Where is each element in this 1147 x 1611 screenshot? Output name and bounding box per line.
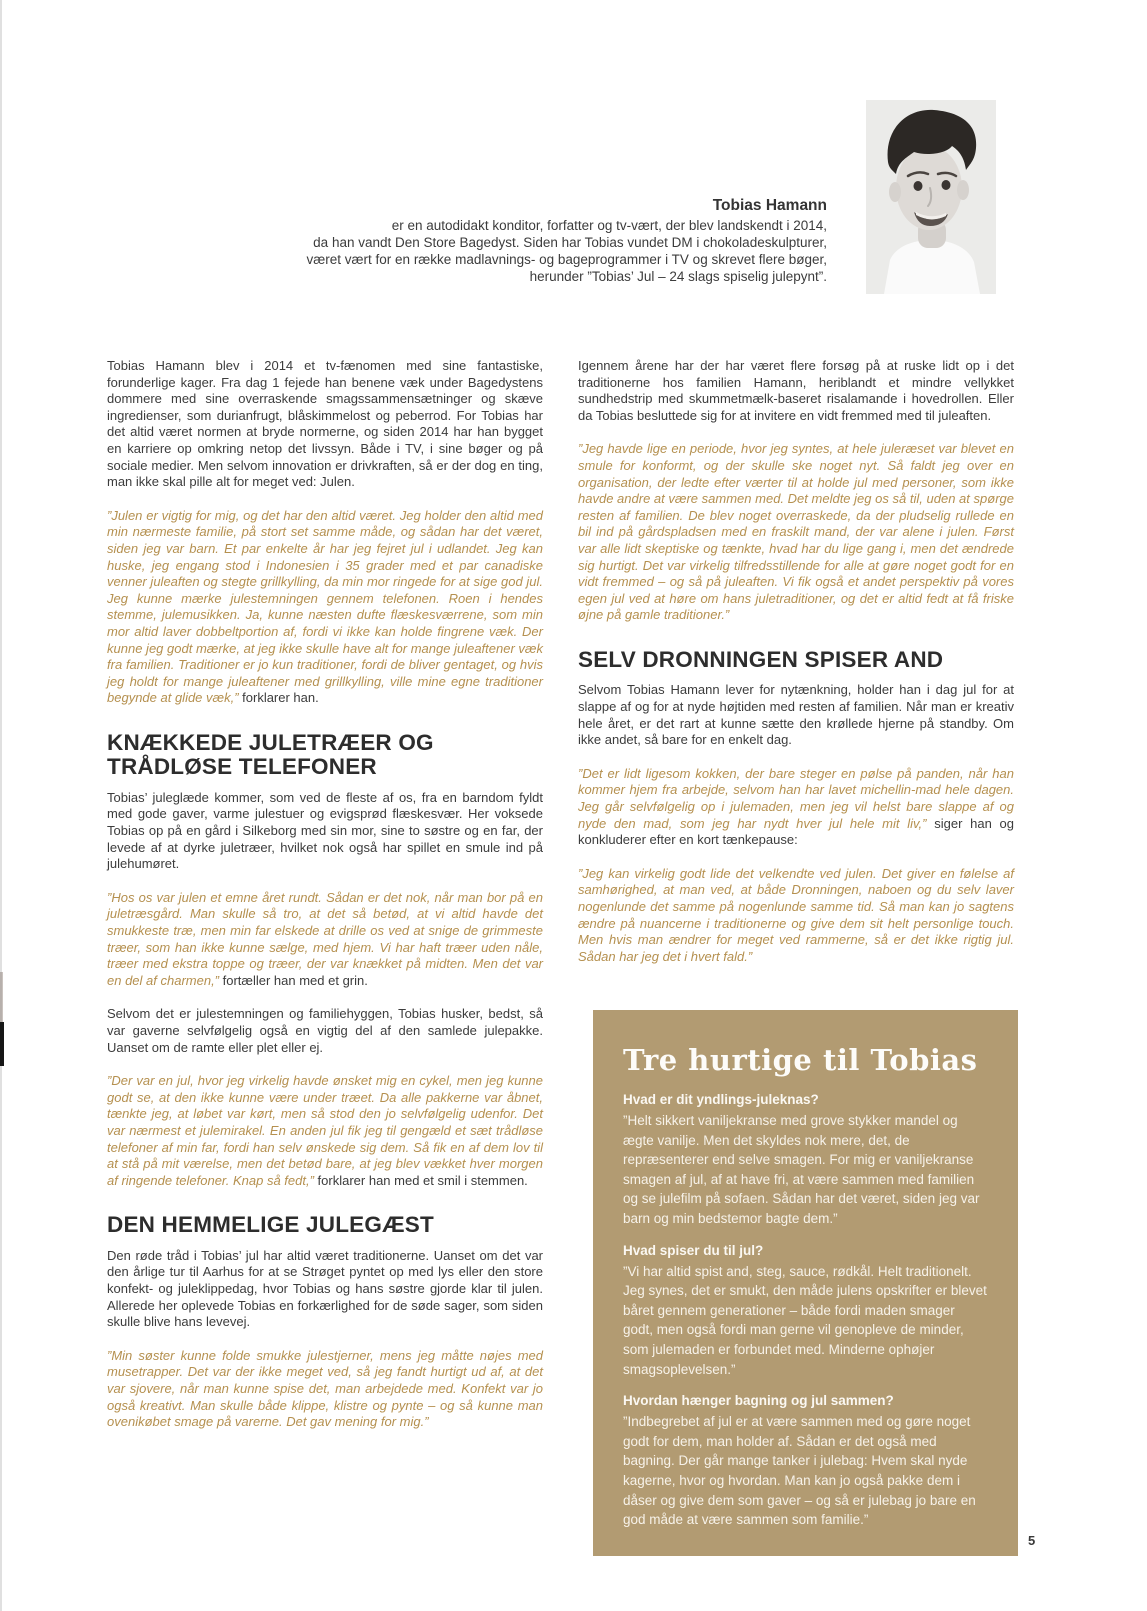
- quote-attribution: forklarer han.: [238, 690, 319, 706]
- body-paragraph: Den røde tråd i Tobias’ jul har altid været traditionerne. Uanset om det var den årlige tur til Aarhus for at se Strøget pyntet op med lys eller den store konfekt- og juleklippedag, hvor Tobias og hans søstre gjorde klar til julen. Allerede her oplevede Tobias en forkærlighed for de søde sager, som siden skulle blive hans levevej.: [107, 1247, 543, 1330]
- quote-text: ”Julen er vigtig for mig, og det har den altid været. Jeg holder den altid med min nærmeste familie, på stort set samme måde, og sådan har det været, siden jeg var barn. Et par enkelte år har jeg fejret jul i udlandet. Jeg kan huske, jeg engang stod i Indonesien i 35 grader med et par canadiske venner juleaften og stegte grillkylling, da min mor ringede for at sige god jul. Jeg kunne mærke julestemningen gennem telefonen. Roen i hendes stemme, julemusikken. Ja, kunne næsten dufte flæskesværrene, som min mor altid laver dobbeltportion af, fordi vi ikke kan holde fingrene væk. Der kunne jeg godt mærke, at jeg ikke skulle have alt for mange juleaftener væk fra familien. Traditioner er jo kun traditioner, fordi de bliver gentaget, og hvis jeg holdt for mange juleaftener med grillkylling, ville mine egne traditioner begynde at glide væk,”: [107, 507, 543, 706]
- pull-quote: [107, 1348, 543, 1431]
- page-number: 5: [1028, 1533, 1036, 1548]
- body-paragraph: Selvom det er julestemningen og familiehyggen, Tobias husker, bedst, så var gaverne selvfølgelig også en vigtig del af den samlede julepakke. Uanset om de ramte eller plet eller ej.: [107, 1006, 543, 1055]
- left-column: [107, 358, 543, 1448]
- quote-text: ”Det er lidt ligesom kokken, der bare steger en pølse på panden, når han kommer hjem fra arbejde, selvom han har lavet michellin-mad hele dagen. Jeg går selvfølgelig op i julemaden, men jeg vil helst bare slappe af og nyde den mad, som jeg har nydt hver jul hele mit liv,”: [578, 765, 1014, 831]
- body-paragraph: Igennem årene har der har været flere forsøg på at ruske lidt op i det traditionerne hos familien Hamann, heriblandt et mindre vellykket sundhedstrip med skummetmælk-baseret risalamande i hovedrollen. Eller da Tobias besluttede sig for at invitere en vidt fremmed med til juleaften.: [578, 358, 1014, 423]
- body-paragraph: Selvom Tobias Hamann lever for nytænkning, holder han i dag jul for at slappe af og for at nyde højtiden med resten af familien. Når man er kreativ hele året, er det rart at kunne sætte den krøllede hjerne på standby. Om ikke andet, så bare for en enkelt dag.: [578, 682, 1014, 748]
- quote-text: ”Jeg kan virkelig godt lide det velkendte ved julen. Det giver en følelse af samhørighed, at man ved, at både Dronningen, naboen og du selv laver nogenlunde det samme på nogenlunde samme tid. Så man kan jo sagtens ændre på nuancerne i traditionerne og give dem sit helt personlige touch. Men hvis man ændrer for meget ved rammerne, så er det ikke rigtig jul. Sådan har jeg det i hvert fald.”: [578, 865, 1014, 964]
- quote-attribution: forklarer han med et smil i stemmen.: [313, 1172, 528, 1188]
- scan-edge-mark: [0, 1022, 4, 1066]
- section-heading: KNÆKKEDE JULETRÆER OG TRÅDLØSE TELEFONER: [107, 729, 434, 780]
- author-bio-block: [207, 196, 827, 285]
- qa-answer: ”Indbegrebet af jul er at være sammen med og gøre noget godt for dem, man holder af. Sådan er det også med bagning. Der går mange tanker i julebag: Hvem skal nyde kagerne, hvor og hvordan. Man kan jo også pakke dem i dåser og give dem som gaver – og så er julebag jo bare en god måde at være sammen som familie.”: [623, 1414, 976, 1528]
- scan-edge-line: [0, 0, 2, 1611]
- qa-question: Hvordan hænger bagning og jul sammen?: [623, 1393, 894, 1409]
- bio-line: herunder ”Tobias’ Jul – 24 slags spiselig julepynt”.: [529, 269, 827, 284]
- pull-quote: [578, 866, 1014, 966]
- section-heading: DEN HEMMELIGE JULEGÆST: [107, 1212, 434, 1238]
- bio-line: er en autodidakt konditor, forfatter og tv-vært, der blev landskendt i 2014,: [391, 218, 827, 233]
- quote-attribution: siger han og konkluderer efter en kort tænkepause:: [578, 815, 1015, 848]
- pull-quote: [107, 508, 543, 707]
- bio-line: været vært for en række madlavnings- og bageprogrammer i TV og skrevet flere bøger,: [306, 252, 827, 267]
- pull-quote: [578, 766, 1014, 849]
- qa-box-title: Tre hurtige til Tobias: [623, 1043, 978, 1077]
- quote-text: ”Min søster kunne folde smukke julestjerner, mens jeg måtte nøjes med musetrapper. Det var der ikke meget ved, så jeg fandt hurtigt ud af, at det var sjovere, når man kunne spise det, man arbejdede med. Konfekt var jo også kreativt. Man skulle både klippe, klistre og pynte – og så kunne man ovenikøbet smage på varerne. Det gav mening for mig.”: [107, 1347, 543, 1430]
- qa-box: [593, 1010, 1018, 1556]
- qa-question: Hvad spiser du til jul?: [623, 1242, 764, 1258]
- pull-quote: [107, 1073, 543, 1189]
- pull-quote: [107, 890, 543, 990]
- body-paragraph: Tobias’ juleglæde kommer, som ved de fleste af os, fra en barndom fyldt med gode gaver, varme julestuer og evigsprød flæskesvær. Her voksede Tobias op på en gård i Silkeborg med sin mor, sine to søstre og en far, der levede af at dyrke juletræer, hvilket nok også har spillet en smule ind på julehumøret.: [107, 789, 543, 872]
- quote-attribution: fortæller han med et grin.: [219, 972, 368, 988]
- quote-text: ”Jeg havde lige en periode, hvor jeg syntes, at hele juleræset var blevet en smule for konformt, og der skulle ske noget nyt. Så faldt jeg over en organisation, der ledte efter værter til at holde jul med personer, som ikke havde andre at være sammen med. Det meldte jeg os så til, uden at spørge resten af familien. De blev noget overraskede, da der pludselig rullede en bil ind på gårdspladsen med en fraskilt mand, der var alene i julen. Først var alle lidt skeptiske og tænkte, hvad har du lige gang i, men det ændrede sig hurtigt. Det var virkelig tilfredsstillende for alle at gøre noget godt for en vidt fremmed – og så på juleaften. Vi fik også et andet perspektiv på vores egen jul ved at høre om hans juletraditioner, og det er altid fedt at få friske øjne på gamle traditioner.”: [578, 441, 1014, 623]
- quote-text: ”Der var en jul, hvor jeg virkelig havde ønsket mig en cykel, men jeg kunne godt se, at den ikke kunne være under træet. Da alle pakkerne var åbnet, tænkte jeg, at løbet var kørt, men så stod den jo selvfølgelig udenfor. Det var nærmest et julemirakel. En anden jul fik jeg til gengæld et sæt trådløse telefoner af min far, fordi han selv ønskede sig dem. Så fik en af dem lov til at stå på mit værelse, men det betød bare, at jeg blev vækket hver morgen af ringende telefoner. Knap så fedt,”: [107, 1073, 543, 1188]
- body-paragraph: Tobias Hamann blev i 2014 et tv-fænomen med sine fantastiske, forunderlige kager. Fra dag 1 fejede han benene væk under Bagedystens dommere med sine overraskende smagssammensætninger og skæve ingredienser, som durianfrugt, blåskimmelost og peberrod. For Tobias har det altid været normen at bryde normerne, og siden 2014 har han bygget en karriere op omkring netop det livssyn. Både i TV, i sine bøger og på sociale medier. Men selvom innovation er drivkraften, så er der dog en ting, man ikke skal pille alt for meget ved: Julen.: [107, 358, 543, 490]
- section-heading: SELV DRONNINGEN SPISER AND: [578, 646, 944, 672]
- person-name: Tobias Hamann: [712, 197, 827, 214]
- pull-quote: [578, 441, 1014, 624]
- portrait-photo: [866, 100, 996, 294]
- portrait-image: [866, 100, 996, 294]
- qa-question: Hvad er dit yndlings-juleknas?: [623, 1092, 819, 1107]
- qa-answer: ”Vi har altid spist and, steg, sauce, rødkål. Helt traditionelt. Jeg synes, det er smukt, den måde julens opskrifter er blevet båret gennem generationer – både fordi maden smager godt, men også fordi man gerne vil genopleve de minder, som julemaden er forbundet med. Minderne ophøjer smagsoplevelsen.”: [623, 1263, 987, 1377]
- qa-answer: ”Helt sikkert vaniljekranse med grove stykker mandel og ægte vanilje. Men det skyldes nok mere, det, de repræsenterer end selve smagen. For mig er vaniljekranse smagen af jul, af at have fri, at være sammen med familien og se julefilm på sofaen. Sådan har det været, siden jeg var barn og min bedstemor bagte dem.”: [623, 1113, 980, 1226]
- right-column: [578, 358, 1014, 982]
- scan-edge-smudge: [0, 972, 3, 1022]
- quote-text: ”Hos os var julen et emne året rundt. Sådan er det nok, når man bor på en juletræsgård. Man skulle så tro, at det så betød, at vi altid havde det smukkeste træ, men min far elskede at drille os ved at snige de grimmeste træer, som han ikke kunne sælge, med hjem. Vi har haft træer uden nåle, træer med ekstra toppe og træer, der var knækket på midten. Men det var en del af charmen,”: [107, 889, 543, 988]
- bio-line: da han vandt Den Store Bagedyst. Siden har Tobias vundet DM i chokoladeskulpturer,: [313, 235, 827, 250]
